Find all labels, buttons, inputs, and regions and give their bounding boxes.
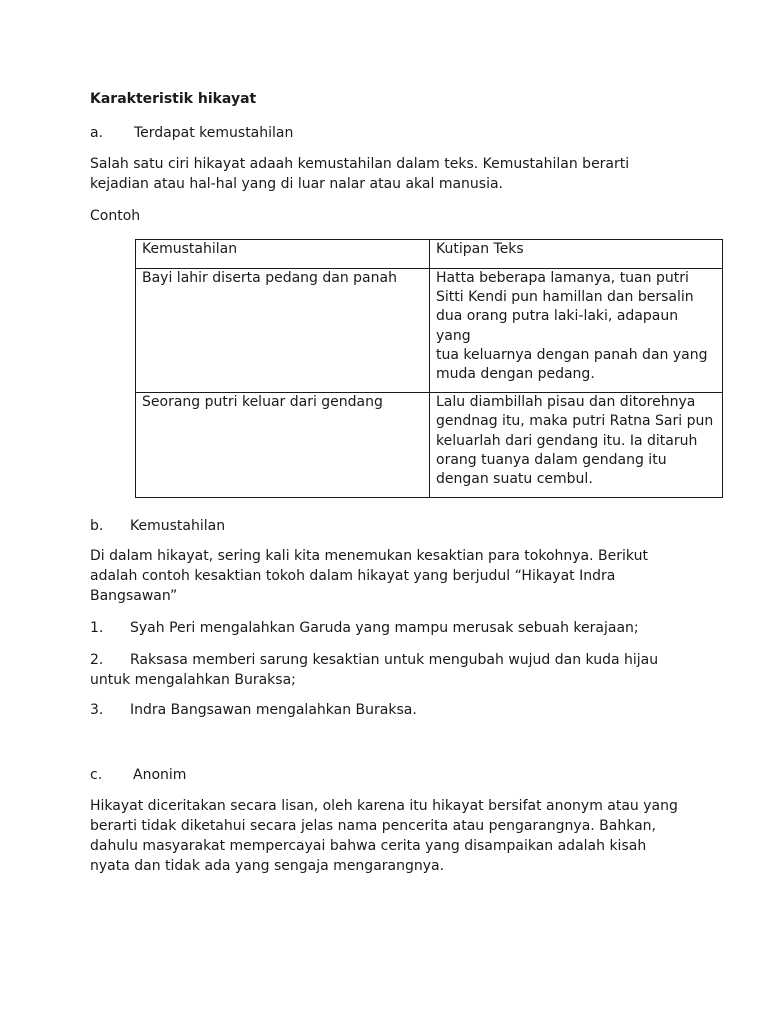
paragraph-line: kejadian atau hal-hal yang di luar nalar atau akal manusia. [90,176,504,192]
cell-line: gendnag itu, maka putri Ratna Sari pun [436,413,714,430]
document-heading: Karakteristik hikayat [90,91,257,107]
cell-line: muda dengan pedang. [436,366,595,383]
list-item-line: untuk mengalahkan Buraksa; [90,672,296,688]
section-c-paragraph [90,796,690,876]
list-item-text: Indra Bangsawan mengalahkan Buraksa. [130,702,417,718]
paragraph-line: nyata dan tidak ada yang sengaja mengarangnya. [90,858,445,874]
section-b-marker: b. [90,518,104,534]
list-item-marker: 3. [90,702,104,718]
section-b-heading [90,516,225,536]
table-header-cell: Kutipan Teks [430,240,723,269]
paragraph-line: Di dalam hikayat, sering kali kita menemukan kesaktian para tokohnya. Berikut [90,548,648,564]
cell-line: dengan suatu cembul. [436,471,593,488]
paragraph-line: adalah contoh kesaktian tokoh dalam hikayat yang berjudul “Hikayat Indra [90,568,616,584]
paragraph-line: Salah satu ciri hikayat adaah kemustahilan dalam teks. Kemustahilan berarti [90,156,630,172]
contoh-label: Contoh [90,208,141,224]
kemustahilan-table [135,239,723,498]
list-item-text: Raksasa memberi sarung kesaktian untuk mengubah wujud dan kuda hijau [130,652,659,668]
table-cell-kemustahilan [136,393,430,498]
list-item-text: Syah Peri mengalahkan Garuda yang mampu merusak sebuah kerajaan; [130,620,639,636]
list-item [90,618,639,638]
section-b-title: Kemustahilan [130,518,226,534]
cell-line: tua keluarnya dengan panah dan yang [436,346,708,363]
table-cell-kutipan [430,393,723,498]
table-cell-kemustahilan [136,269,430,393]
section-c-heading [90,765,186,785]
paragraph-line: dahulu masyarakat mempercayai bahwa cerita yang disampaikan adalah kisah [90,838,647,854]
section-a-title: Terdapat kemustahilan [134,125,294,141]
list-item [90,700,417,720]
table-header-cell: Kemustahilan [136,240,430,269]
paragraph-line: Hikayat diceritakan secara lisan, oleh karena itu hikayat bersifat anonym atau yang [90,798,678,814]
section-a-heading [90,123,293,143]
section-c-title: Anonim [133,767,187,783]
table-cell-kutipan [430,269,723,393]
list-item [90,650,658,690]
cell-text: Seorang putri keluar dari gendang [142,394,383,411]
list-item-marker: 1. [90,620,104,636]
table-row [136,393,723,498]
section-b-paragraph [90,546,690,606]
section-c-marker: c. [90,767,103,783]
list-item-marker: 2. [90,652,104,668]
cell-line: Sitti Kendi pun hamillan dan bersalin [436,289,694,306]
paragraph-line: Bangsawan” [90,588,178,604]
cell-text: Bayi lahir diserta pedang dan panah [142,270,397,286]
section-a-paragraph [90,154,690,194]
section-a-marker: a. [90,125,104,141]
table-header-row [136,240,723,269]
cell-line: Lalu diambillah pisau dan ditorehnya [436,394,696,411]
list-item-line [90,650,658,670]
cell-line: orang tuanya dalam gendang itu [436,451,667,468]
table-row [136,269,723,393]
paragraph-line: berarti tidak diketahui secara jelas nama pencerita atau pengarangnya. Bahkan, [90,818,656,834]
cell-line: keluarlah dari gendang itu. Ia ditaruh [436,432,698,449]
cell-line: dua orang putra laki-laki, adapaun yang [436,308,679,344]
cell-line: Hatta beberapa lamanya, tuan putri [436,270,689,286]
